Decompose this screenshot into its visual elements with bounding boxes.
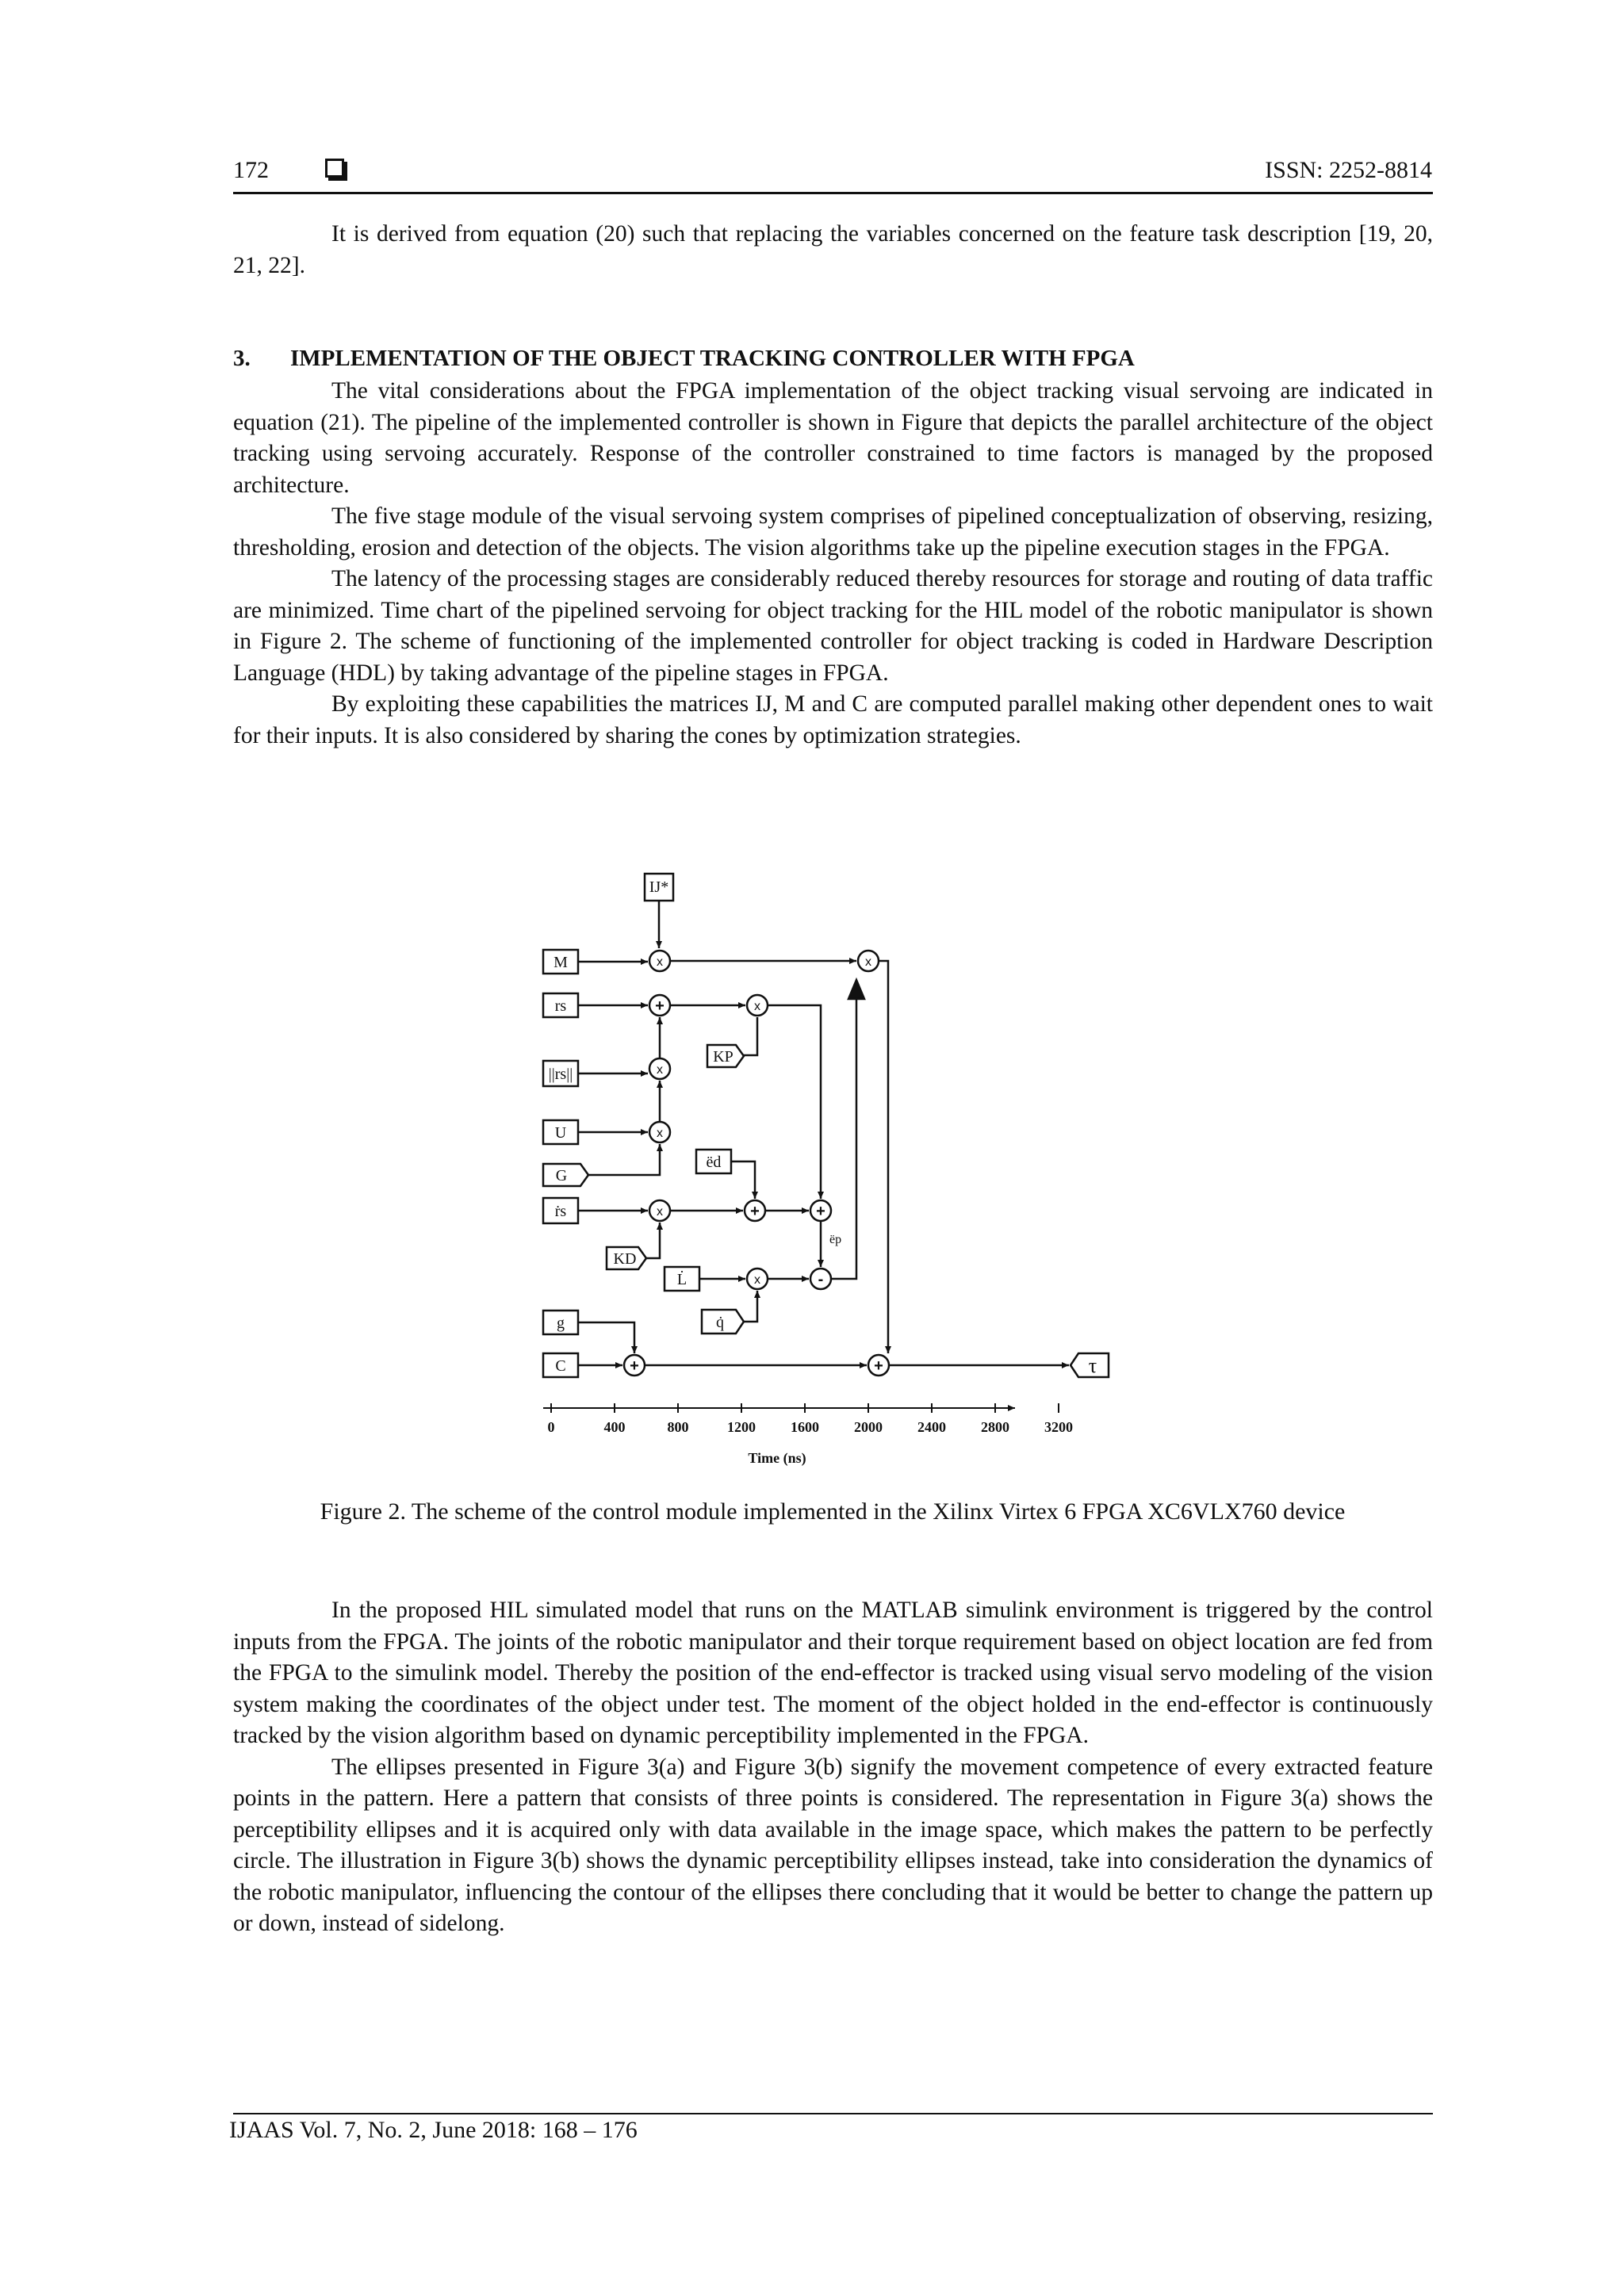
op-symbol: + [874,1357,883,1375]
paragraph: The latency of the processing stages are considerably reduced thereby resources for storage and routing of data traffic are minimized. Time chart of the pipelined servoing for object tracking for the HIL model of the robotic manipulator is shown in Figure 2. The scheme of functioning of the implemented controller for object tracking is coded in Hardware Description Language (HDL) by taking advantage of the pipeline stages in FPGA. [233,566,1433,686]
footer-rule [233,2113,1433,2114]
section-body [233,376,1433,752]
axis-tick-label: 1200 [727,1419,756,1435]
op-symbol: x [657,1127,663,1140]
paragraph: The vital considerations about the FPGA implementation of the object tracking visual servoing are indicated in equation (21). The pipeline of the implemented controller is shown in Figure that depicts the parallel architecture of the object tracking using servoing accurately. Response of the controller constrained to time factors is managed by the proposed architecture. [233,378,1433,498]
page-number: 172 [233,157,269,183]
section-number: 3. [233,346,251,371]
control-scheme-diagram [523,864,1126,1475]
section-title: IMPLEMENTATION OF THE OBJECT TRACKING CONTROLLER WITH FPGA [290,346,1135,371]
label-u: U [554,1124,567,1142]
post-figure-body [233,1595,1433,1940]
label-l: L̇ [676,1271,688,1288]
op-symbol: + [750,1203,760,1220]
label-q: q̇ [716,1314,724,1331]
axis-tick-label: 800 [667,1419,689,1435]
label-g-upper: G [555,1167,568,1184]
intro-block [233,219,1433,281]
label-ij: IJ* [649,878,669,896]
op-symbol: + [630,1357,639,1375]
issn: ISSN: 2252-8814 [1265,157,1432,183]
paragraph: It is derived from equation (20) such that replacing the variables concerned on the feature task description [19, 20, 21, 22]. [233,221,1433,278]
axis-tick-label: 2000 [854,1419,883,1435]
label-c: C [555,1357,566,1375]
axis-tick-label: 1600 [791,1419,819,1435]
op-symbol: + [655,997,665,1015]
op-symbol: x [754,1000,760,1013]
axis-label: Time (ns) [748,1450,806,1466]
label-kd: KD [613,1250,637,1268]
paragraph: The five stage module of the visual servoing system comprises of pipelined conceptualization of observing, resizing, thresholding, erosion and detection of the objects. The vision algorithms take up the pipeline execution stages in the FPGA. [233,503,1433,561]
label-rs-dot: ṙs [554,1203,567,1220]
section-heading [233,346,1135,372]
header-rule [233,192,1433,194]
header-square-icon [325,159,344,178]
paragraph: In the proposed HIL simulated model that runs on the MATLAB simulink environment is triggered by the control inputs from the FPGA. The joints of the robotic manipulator and their torque requirement based on object location are fed from the FPGA to the simulink model. Thereby the position of the end-effector is tracked using visual servo modeling of the vision system making the coordinates of the object under test. The moment of the object holded in the end-effector is continuously tracked by the vision algorithm based on dynamic perceptibility implemented in the FPGA. [233,1598,1433,1748]
label-rs: rs [554,997,567,1015]
axis-tick-label: 2400 [917,1419,946,1435]
axis-tick-label: 0 [547,1419,555,1435]
op-symbol: x [657,955,663,969]
op-symbol: x [754,1273,760,1287]
paragraph: By exploiting these capabilities the matrices IJ, M and C are computed parallel making other dependent ones to wait for their inputs. It is also considered by sharing the cones by optimization strategies. [233,691,1433,748]
label-ep: ëp [829,1233,842,1246]
op-symbol: x [865,955,871,969]
axis-tick-label: 3200 [1044,1419,1073,1435]
paragraph: The ellipses presented in Figure 3(a) and Figure 3(b) signify the movement competence of every extracted feature points in the pattern. Here a pattern that consists of three points is considered. The representation in Figure 3(a) shows the perceptibility ellipses and it is acquired only with data available in the image space, which makes the pattern to be perfectly circle. The illustration in Figure 3(b) shows the dynamic perceptibility ellipses instead, take into consideration the dynamics of the robotic manipulator, influencing the contour of the ellipses there concluding that it would be better to change the pattern up or down, instead of sidelong. [233,1754,1433,1936]
op-symbol: + [816,1203,825,1220]
op-symbol: x [657,1205,663,1219]
axis-tick-label: 400 [603,1419,626,1435]
label-g-lower: g [557,1314,565,1332]
label-ed: ëd [706,1154,722,1171]
figure-caption: Figure 2. The scheme of the control module implemented in the Xilinx Virtex 6 FPGA XC6VLX760 device [320,1498,1346,1525]
label-tau: τ [1088,1354,1097,1377]
label-kp: KP [713,1048,733,1066]
op-symbol: x [657,1063,663,1077]
label-rs-norm: ||rs|| [548,1066,573,1083]
axis-tick-label: 2800 [981,1419,1009,1435]
op-symbol: - [818,1271,824,1288]
footer-citation: IJAAS Vol. 7, No. 2, June 2018: 168 – 176 [229,2117,638,2143]
label-m: M [553,954,568,971]
